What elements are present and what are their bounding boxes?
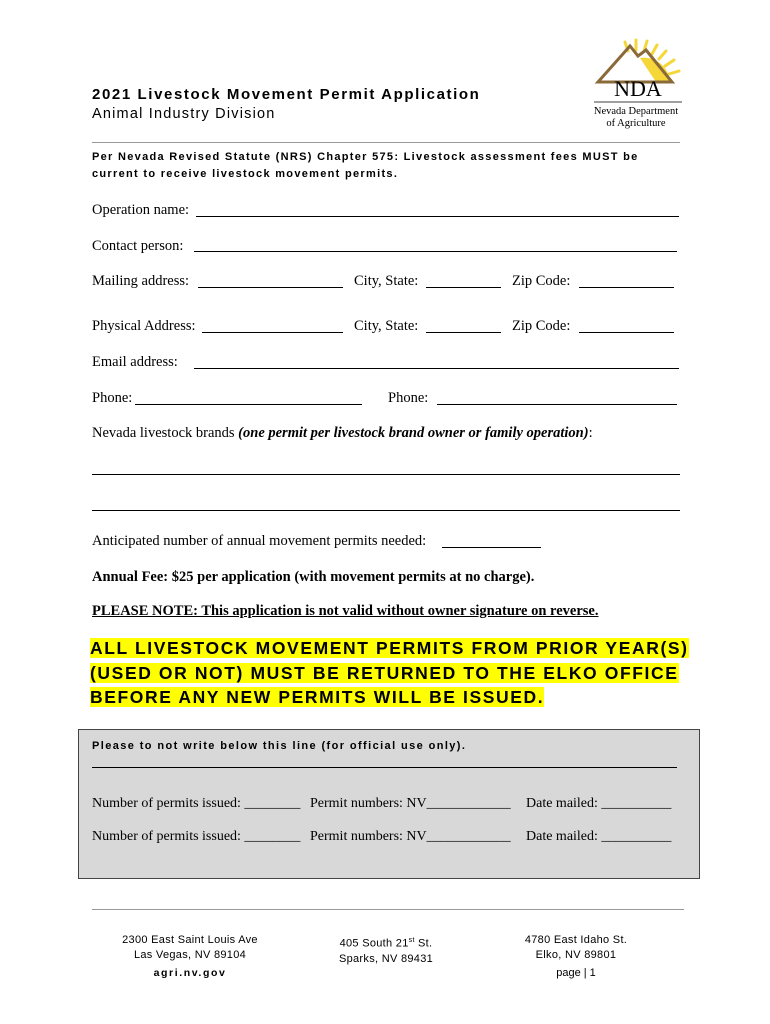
permits-issued-row1: Number of permits issued: ________ xyxy=(92,796,301,811)
contact-person-label: Contact person: xyxy=(92,238,184,254)
logo-line2: of Agriculture xyxy=(606,118,666,129)
office-sparks xyxy=(296,933,476,967)
mailing-address-field[interactable] xyxy=(198,287,343,288)
email-address-label: Email address: xyxy=(92,354,178,370)
contact-person-field[interactable] xyxy=(194,251,677,252)
date-mailed-row2: Date mailed: __________ xyxy=(526,829,672,844)
document-title: 2021 Livestock Movement Permit Application xyxy=(92,86,481,103)
brands-field-line2[interactable] xyxy=(92,510,680,511)
official-use-divider xyxy=(92,767,677,768)
mailing-address-label: Mailing address: xyxy=(92,273,190,289)
brands-note: (one permit per livestock brand owner or family operation) xyxy=(238,425,589,441)
office-las-vegas-street: 2300 East Saint Louis Ave xyxy=(122,934,258,946)
phone1-field[interactable] xyxy=(135,404,362,405)
date-mailed-row1: Date mailed: __________ xyxy=(526,796,672,811)
physical-zip-label: Zip Code: xyxy=(512,318,571,334)
nda-logo xyxy=(588,36,684,136)
permits-issued-row2: Number of permits issued: ________ xyxy=(92,829,301,844)
logo-abbr: NDA xyxy=(614,76,662,101)
document-subtitle: Animal Industry Division xyxy=(92,106,276,122)
phone1-label: Phone: xyxy=(92,390,133,406)
annual-fee-text: Annual Fee: $25 per application (with movement permits at no charge). xyxy=(92,569,535,585)
office-las-vegas xyxy=(100,933,280,963)
statute-notice: Per Nevada Revised Statute (NRS) Chapter 575: Livestock assessment fees MUST be current to receive livestock movement permits. xyxy=(92,151,639,180)
operation-name-field[interactable] xyxy=(196,216,679,217)
office-elko-city: Elko, NV 89801 xyxy=(535,949,617,961)
brands-label-text: Nevada livestock brands xyxy=(92,425,239,441)
permit-numbers-row2: Permit numbers: NV____________ xyxy=(310,829,511,844)
brands-field-line1[interactable] xyxy=(92,474,680,475)
physical-address-label: Physical Address: xyxy=(92,318,196,334)
banner-line2: (USED OR NOT) MUST BE RETURNED TO THE ELKO OFFICE xyxy=(90,662,679,683)
logo-text xyxy=(588,106,684,130)
logo-line1: Nevada Department xyxy=(593,106,679,117)
brands-colon: : xyxy=(588,425,593,441)
physical-address-field[interactable] xyxy=(202,332,343,333)
official-use-heading: Please to not write below this line (for official use only). xyxy=(92,740,467,752)
office-elko-street: 4780 East Idaho St. xyxy=(524,934,628,946)
operation-name-label: Operation name: xyxy=(92,202,190,218)
banner-line1: ALL LIVESTOCK MOVEMENT PERMITS FROM PRIOR YEAR(S) xyxy=(90,638,689,658)
header-divider xyxy=(92,142,680,143)
banner-line3: BEFORE ANY NEW PERMITS WILL BE ISSUED. xyxy=(90,687,545,707)
anticipated-permits-label: Anticipated number of annual movement permits needed: xyxy=(92,533,427,549)
office-sparks-city: Sparks, NV 89431 xyxy=(338,952,434,965)
mailing-zip-field[interactable] xyxy=(579,287,674,288)
physical-city-state-field[interactable] xyxy=(426,332,501,333)
page-number: page | 1 xyxy=(556,967,596,979)
please-note-text: PLEASE NOTE: This application is not valid without owner signature on reverse. xyxy=(92,603,599,619)
phone2-label: Phone: xyxy=(388,390,429,406)
office-sparks-street: 405 South 21st St. xyxy=(339,937,433,950)
email-address-field[interactable] xyxy=(194,368,679,369)
physical-city-state-label: City, State: xyxy=(354,318,419,334)
phone2-field[interactable] xyxy=(437,404,677,405)
mailing-city-state-label: City, State: xyxy=(354,273,419,289)
anticipated-permits-field[interactable] xyxy=(442,547,541,548)
mailing-zip-label: Zip Code: xyxy=(512,273,571,289)
footer-divider xyxy=(92,909,684,910)
return-permits-banner xyxy=(90,636,689,710)
mailing-city-state-field[interactable] xyxy=(426,287,501,288)
physical-zip-field[interactable] xyxy=(579,332,674,333)
website-link[interactable]: agri.nv.gov xyxy=(153,967,227,979)
office-las-vegas-city: Las Vegas, NV 89104 xyxy=(133,949,247,961)
permit-numbers-row1: Permit numbers: NV____________ xyxy=(310,796,511,811)
office-elko xyxy=(486,933,666,963)
brands-label xyxy=(92,425,593,442)
